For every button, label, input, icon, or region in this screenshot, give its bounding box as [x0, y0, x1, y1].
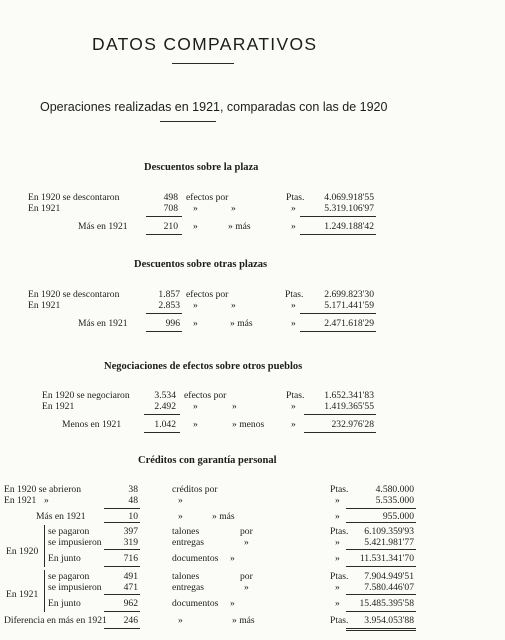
- s4-c-count-rule-2: [104, 611, 140, 612]
- s3-count-rule: [144, 414, 180, 415]
- s4-c-year: En 1921: [6, 589, 39, 600]
- s4-c-brace: [44, 570, 45, 612]
- s2-row2-mark-1: »: [193, 300, 198, 311]
- s4-b1-label: se pagaron: [48, 526, 90, 537]
- s4-a1-ptas: Ptas.: [330, 484, 349, 495]
- s2-row1-label: En 1920 se descontaron: [28, 289, 120, 300]
- s4-a3-mark-2: »: [335, 511, 340, 522]
- s4-a2-mark: »: [44, 495, 49, 506]
- s1-row3-mark: »: [193, 221, 198, 232]
- s4-a-count-rule-2: [104, 522, 140, 523]
- s4-b2-count: 319: [123, 537, 138, 548]
- s3-row1-text: efectos por: [184, 390, 227, 401]
- s4-c1-por: por: [240, 571, 253, 582]
- s4-a-count-rule: [104, 508, 140, 509]
- page-title: DATOS COMPARATIVOS: [92, 34, 318, 54]
- s4-c1-text: talones: [172, 571, 200, 582]
- title-underline: [172, 63, 234, 64]
- s2-amount-rule-2: [300, 331, 376, 332]
- s4-c3-mark-2: »: [335, 598, 340, 609]
- s4-c2-mark-2: »: [335, 582, 340, 593]
- s2-count-rule: [146, 313, 182, 314]
- s4-c2-text: entregas: [172, 582, 204, 593]
- s1-row1-label: En 1920 se descontaron: [28, 192, 120, 203]
- s2-row2-count: 2.853: [158, 300, 180, 311]
- s4-b2-mark-2: »: [335, 537, 340, 548]
- s4-b3-mark-2: »: [335, 553, 340, 564]
- s4-d-mas: » más: [232, 615, 255, 626]
- s1-row2-mark-3: »: [291, 203, 296, 214]
- s3-row2-label: En 1921: [42, 401, 75, 412]
- s4-a2-mark-1: »: [178, 495, 183, 506]
- s2-row2-amount: 5.171.441'59: [324, 300, 374, 311]
- s2-amount-rule: [300, 313, 376, 314]
- s1-amount-rule: [300, 216, 376, 217]
- s2-row1-count: 1.857: [158, 289, 180, 300]
- s4-a1-text: créditos por: [172, 484, 218, 495]
- s4-b1-ptas: Ptas.: [330, 526, 349, 537]
- s4-b-count-rule: [104, 549, 140, 550]
- s2-row2-mark-2: »: [231, 300, 236, 311]
- s2-row3-mark-2: »: [291, 318, 296, 329]
- s4-b3-mark: »: [230, 553, 235, 564]
- s4-c3-count: 962: [123, 598, 138, 609]
- s4-c1-count: 491: [123, 571, 138, 582]
- s4-d-count: 246: [123, 615, 138, 626]
- s3-amount-rule: [304, 414, 376, 415]
- s2-row3-count: 996: [165, 318, 180, 329]
- s2-row3-label: Más en 1921: [78, 318, 128, 329]
- s1-count-rule-2: [146, 234, 182, 235]
- s2-row1-amount: 2.699.823'30: [324, 289, 374, 300]
- s1-amount-rule-2: [300, 234, 376, 235]
- s4-b3-label: En junto: [48, 553, 81, 564]
- section-2-header: Descuentos sobre otras plazas: [134, 259, 268, 270]
- s1-row3-amount: 1.249.188'42: [324, 221, 374, 232]
- s4-c1-amount: 7.904.949'51: [364, 571, 414, 582]
- section-1-header: Descuentos sobre la plaza: [144, 162, 259, 173]
- section-4-header: Créditos con garantía personal: [138, 455, 277, 466]
- s4-a2-label: En 1921: [4, 495, 37, 506]
- s4-b2-label: se impusieron: [48, 537, 102, 548]
- s2-row3-mas: » más: [230, 318, 253, 329]
- s4-a-amount-rule: [346, 508, 416, 509]
- s4-c-count-rule: [104, 594, 140, 595]
- s4-c3-text: documentos: [172, 598, 219, 609]
- s4-b2-amount: 5.421.981'77: [364, 537, 414, 548]
- s1-row3-mark-2: »: [291, 221, 296, 232]
- s3-row3-menos: » menos: [232, 419, 265, 430]
- page-subtitle: Operaciones realizadas en 1921, comparadas con las de 1920: [40, 100, 388, 114]
- s2-row2-mark-3: »: [291, 300, 296, 311]
- subtitle-underline: [160, 121, 216, 122]
- s1-row3-count: 210: [163, 221, 178, 232]
- s2-row1-ptas: Ptas.: [285, 289, 304, 300]
- s2-row3-mark: »: [193, 318, 198, 329]
- s3-row3-amount: 232.976'28: [331, 419, 374, 430]
- s4-b-year: En 1920: [6, 546, 39, 557]
- s4-d-ptas: Ptas.: [330, 615, 349, 626]
- s3-amount-rule-2: [304, 432, 376, 433]
- s3-row1-label: En 1920 se negociaron: [42, 390, 130, 401]
- s1-row2-mark-1: »: [193, 203, 198, 214]
- s1-count-rule: [146, 216, 182, 217]
- s4-d-amount: 3.954.053'88: [364, 615, 414, 626]
- s1-row2-mark-2: »: [231, 203, 236, 214]
- s3-row3-label: Menos en 1921: [62, 419, 122, 430]
- s4-c2-amount: 7.580.446'07: [364, 582, 414, 593]
- s1-row1-ptas: Ptas.: [286, 192, 305, 203]
- s4-b-count-rule-2: [104, 566, 140, 567]
- s4-a1-count: 38: [128, 484, 138, 495]
- s1-row2-count: 708: [163, 203, 178, 214]
- s4-a3-mas: » más: [212, 511, 235, 522]
- s4-a2-amount: 5.535.000: [375, 495, 414, 506]
- s4-b3-amount: 11.531.341'70: [359, 553, 414, 564]
- s4-a2-mark-2: »: [335, 495, 340, 506]
- s4-c3-amount: 15.485.395'58: [359, 598, 414, 609]
- s1-row1-amount: 4.069.918'55: [324, 192, 374, 203]
- s4-b1-count: 397: [123, 526, 138, 537]
- section-3-header: Negociaciones de efectos sobre otros pueblos: [104, 361, 303, 372]
- s4-a1-label: En 1920 se abrieron: [4, 484, 81, 495]
- s4-c2-mark: »: [244, 582, 249, 593]
- s2-row3-amount: 2.471.618'29: [324, 318, 374, 329]
- s4-b1-amount: 6.109.359'93: [364, 526, 414, 537]
- s1-row1-count: 498: [163, 192, 178, 203]
- s4-b1-text: talones: [172, 526, 200, 537]
- s1-row2-amount: 5.319.106'97: [324, 203, 374, 214]
- s4-c2-count: 471: [123, 582, 138, 593]
- s4-b-amount-rule: [346, 549, 416, 550]
- s4-a2-count: 48: [128, 495, 138, 506]
- s3-row2-amount: 1.419.365'55: [324, 401, 374, 412]
- s4-b1-por: por: [240, 526, 253, 537]
- s4-a3-amount: 955.000: [382, 511, 414, 522]
- s4-c3-mark: »: [230, 598, 235, 609]
- s4-a1-amount: 4.580.000: [375, 484, 414, 495]
- s4-a-amount-rule-2: [346, 522, 416, 523]
- s4-a3-mark: »: [178, 511, 183, 522]
- s4-c3-label: En junto: [48, 598, 81, 609]
- s4-b-amount-rule-2: [346, 566, 416, 567]
- s4-b3-text: documentos: [172, 553, 219, 564]
- s2-count-rule-2: [146, 331, 182, 332]
- s3-count-rule-2: [144, 432, 180, 433]
- s1-row2-label: En 1921: [28, 203, 61, 214]
- s3-row3-mark-2: »: [291, 419, 296, 430]
- s4-a3-label: Más en 1921: [36, 511, 86, 522]
- s3-row3-mark: »: [193, 419, 198, 430]
- s4-b-brace: [44, 525, 45, 567]
- s4-d-amount-rule: [346, 628, 416, 629]
- s4-c1-ptas: Ptas.: [330, 571, 349, 582]
- s4-c-amount-rule-2: [346, 611, 416, 612]
- s4-b2-mark: »: [244, 537, 249, 548]
- s4-c2-label: se impusieron: [48, 582, 102, 593]
- s1-row3-mas: » más: [228, 221, 251, 232]
- s3-row2-mark-3: »: [291, 401, 296, 412]
- s3-row1-ptas: Ptas.: [286, 390, 305, 401]
- s3-row3-count: 1.042: [154, 419, 176, 430]
- s3-row1-count: 3.534: [154, 390, 176, 401]
- s1-row1-text: efectos por: [186, 192, 229, 203]
- s4-d-count-rule: [104, 628, 140, 629]
- s4-b2-text: entregas: [172, 537, 204, 548]
- s3-row1-amount: 1.652.341'83: [324, 390, 374, 401]
- s4-d-mark: »: [178, 615, 183, 626]
- s4-a3-count: 10: [128, 511, 138, 522]
- s3-row2-mark-2: »: [232, 401, 237, 412]
- s4-b3-count: 716: [123, 553, 138, 564]
- s4-c-amount-rule: [346, 594, 416, 595]
- s1-row3-label: Más en 1921: [78, 221, 128, 232]
- s3-row2-mark-1: »: [193, 401, 198, 412]
- s4-d-label: Diferencia en más en 1921: [4, 615, 107, 626]
- s4-d-amount-rule-double: [346, 630, 416, 631]
- s2-row2-label: En 1921: [28, 300, 61, 311]
- s4-c1-label: se pagaron: [48, 571, 90, 582]
- s2-row1-text: efectos por: [186, 289, 229, 300]
- s3-row2-count: 2.492: [154, 401, 176, 412]
